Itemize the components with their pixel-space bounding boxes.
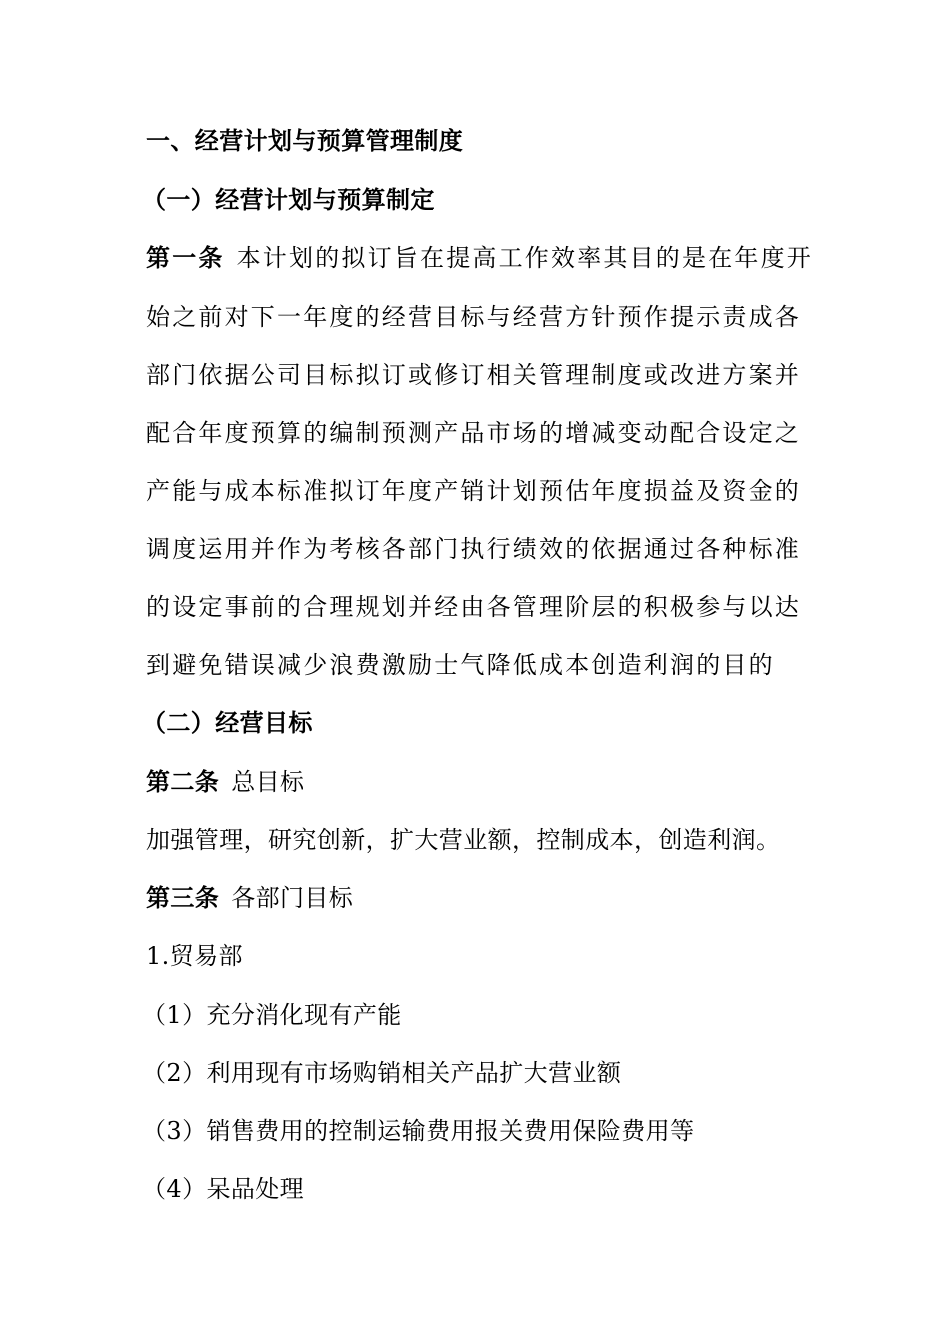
article-3-title: 各部门目标 xyxy=(231,884,354,912)
section-title-2: （二）经营目标 xyxy=(142,708,313,737)
list-item-1: （1）充分消化现有产能 xyxy=(142,1001,402,1029)
list-item-4: （4）呆品处理 xyxy=(142,1175,305,1203)
article-3-line xyxy=(146,881,806,915)
article-1-line-5: 产能与成本标准拟订年度产销计划预估年度损益及资金的 xyxy=(146,477,801,505)
article-1-line-2: 始之前对下一年度的经营目标与经营方针预作提示责成各 xyxy=(146,303,801,331)
article-2-line xyxy=(146,765,806,799)
article-1-text-1: 本计划的拟订旨在提高工作效率其目的是在年度开 xyxy=(236,244,814,272)
dept-trade: 1.贸易部 xyxy=(146,942,243,970)
heading-main: 一、经营计划与预算管理制度 xyxy=(146,126,464,155)
article-2-text: 加强管理，研究创新，扩大营业额，控制成本，创造利润。 xyxy=(146,826,781,854)
article-2-label: 第二条 xyxy=(146,767,220,796)
article-2-title: 总目标 xyxy=(231,768,305,796)
list-item-3: （3）销售费用的控制运输费用报关费用保险费用等 xyxy=(142,1117,695,1145)
article-1-line-8: 到避免错误减少浪费激励士气降低成本创造利润的目的 xyxy=(146,651,775,679)
article-1-line-7: 的设定事前的合理规划并经由各管理阶层的积极参与以达 xyxy=(146,593,801,621)
article-1-line-4: 配合年度预算的编制预测产品市场的增减变动配合设定之 xyxy=(146,419,801,447)
article-1-line-3: 部门依据公司目标拟订或修订相关管理制度或改进方案并 xyxy=(146,361,801,389)
section-title-1: （一）经营计划与预算制定 xyxy=(142,185,435,214)
article-1-label: 第一条 xyxy=(146,243,225,272)
article-3-label: 第三条 xyxy=(146,883,220,912)
article-1-line-6: 调度运用并作为考核各部门执行绩效的依据通过各种标准 xyxy=(146,535,801,563)
article-1-line-1 xyxy=(146,241,814,275)
list-item-2: （2）利用现有市场购销相关产品扩大营业额 xyxy=(142,1059,622,1087)
